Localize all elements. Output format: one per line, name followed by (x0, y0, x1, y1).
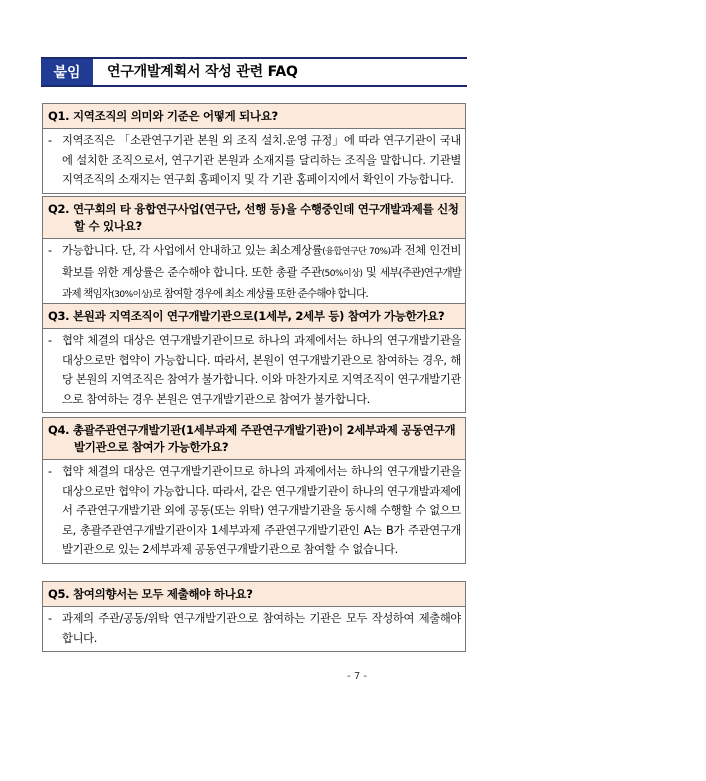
page-number: - 7 - (347, 671, 367, 682)
question-text: Q2. 연구회의 타 융합연구사업(연구단, 선행 등)을 수행중인데 연구개발과제를 신청할 수 있나요? (48, 202, 459, 233)
answer-text: 과제의 주관/공동/위탁 연구개발기관으로 참여하는 기관은 모두 작성하여 제출해야 합니다. (62, 612, 461, 645)
bullet-dash: - (48, 244, 52, 257)
question-text: Q1. 지역조직의 의미와 기준은 어떻게 되나요? (48, 109, 278, 123)
bullet-dash: - (48, 612, 52, 625)
faq-answer (43, 329, 465, 412)
answer-segment: 세부(주관)연구개발과제 책임자 (62, 266, 462, 301)
attachment-badge: 붙임 (41, 59, 93, 85)
faq-item-q5 (42, 581, 466, 652)
answer-text (62, 241, 461, 306)
faq-item-q4 (42, 417, 466, 564)
faq-question (43, 104, 465, 129)
faq-answer (43, 460, 465, 563)
faq-item-q3 (42, 303, 466, 413)
answer-note: (30%이상) (111, 290, 153, 301)
answer-text: 협약 체결의 대상은 연구개발기관이므로 하나의 과제에서는 하나의 연구개발기관을 대상으로만 협약이 가능합니다. 따라서, 본원이 연구개발기관으로 참여하는 경우, 해당 본원의 지역조직은 참여가 불가합니다. 이와 마찬가지로 지역조직이 연구개발기관으로 참여하는 경우 본원은 연구개발기관으로 참여가 불가합니다. (62, 334, 461, 406)
answer-segment: 및 (362, 265, 380, 279)
question-text: Q4. 총괄주관연구개발기관(1세부과제 주관연구개발기관)이 2세부과제 공동연구개발기관으로 참여가 가능한가요? (48, 423, 456, 454)
faq-question (43, 197, 465, 239)
bullet-dash: - (48, 465, 52, 478)
question-text: Q5. 참여의향서는 모두 제출해야 하나요? (48, 587, 253, 601)
bullet-dash: - (48, 334, 52, 347)
question-text: Q3. 본원과 지역조직이 연구개발기관으로(1세부, 2세부 등) 참여가 가능한가요? (48, 309, 445, 323)
bullet-dash: - (48, 134, 52, 147)
faq-answer (43, 607, 465, 651)
answer-note: (50%이상) (321, 268, 363, 279)
faq-item-q2 (42, 196, 466, 310)
document-title: 연구개발계획서 작성 관련 FAQ (107, 64, 298, 80)
faq-question (43, 304, 465, 329)
faq-question (43, 582, 465, 607)
answer-note: (융합연구단 70%) (322, 247, 391, 257)
faq-item-q1 (42, 103, 466, 194)
answer-text: 협약 체결의 대상은 연구개발기관이므로 하나의 과제에서는 하나의 연구개발기관을 대상으로만 협약이 가능합니다. 따라서, 같은 연구개발기관이 하나의 연구개발과제에서 주관연구개발기관 외에 공동(또는 위탁) 연구개발기관을 동시해 수행할 수 없으므로, 총괄주관연구개발기관이자 1세부과제 주관연구개발기관인 A는 B가 주관연구개발기관으로 있는 2세부과제 공동연구개발기관으로 참여할 수 없습니다. (62, 465, 461, 557)
answer-segment: 과 전체 인건비 확보를 위한 계상률은 준수해야 합니다. 또한 총괄 주관 (62, 244, 462, 279)
faq-answer (43, 129, 465, 193)
answer-text: 지역조직은 「소관연구기관 본원 외 조직 설치․운영 규정」에 따라 연구기관이 국내에 설치한 조직으로서, 연구기관 본원과 소재지를 달리하는 조직을 말합니다. 기관별 지역조직의 소재지는 연구회 홈페이지 및 각 기관 홈페이지에서 확인이 가능합니다. (62, 134, 461, 187)
faq-question (43, 418, 465, 460)
document-header (41, 57, 467, 87)
answer-segment: 가능합니다. 단, 각 사업에서 안내하고 있는 최소계상률 (62, 244, 323, 257)
header-bottom-rule (41, 85, 467, 87)
answer-segment: 로 참여할 경우에 최소 계상률 또한 준수해야 합니다. (152, 288, 368, 301)
faq-answer (43, 239, 465, 309)
